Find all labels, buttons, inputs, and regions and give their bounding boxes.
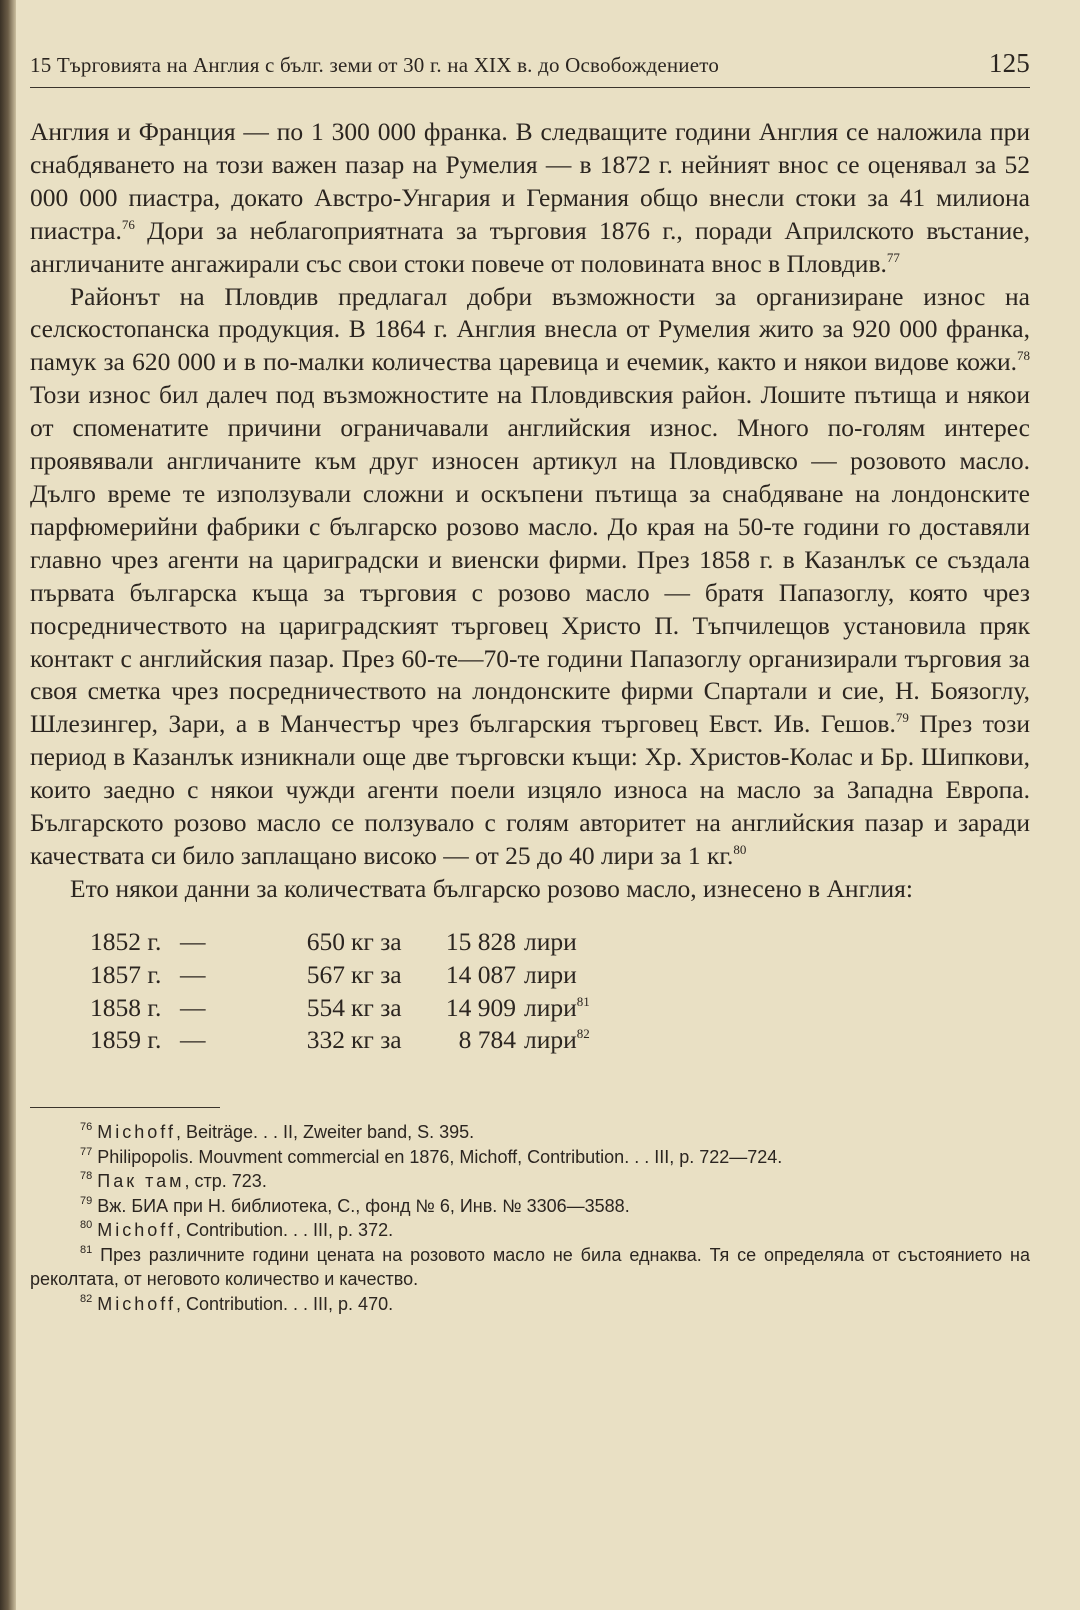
- footnote-number: 82: [80, 1292, 93, 1305]
- text-run: През този период в Казанлък изникнали още две търговски къщи: Хр. Христов-Колас и Бр. Шипкови, които заедно с някои чужди агенти поели изцяло износа на масло за Западна Европа. Българското розово масло се ползувало с голям авторитет на английския пазар и заради качествата си било заплащано високо — от 25 до 40 лири за 1 кг.: [30, 709, 1030, 870]
- currency-cell: лири: [524, 959, 577, 989]
- dash-cell: —: [180, 1025, 206, 1055]
- dash-cell: —: [180, 959, 206, 989]
- table-row: [90, 1024, 1030, 1057]
- year-cell: 1859 г.: [90, 1025, 162, 1055]
- book-spine-edge: [0, 0, 16, 1610]
- running-header: [30, 48, 1030, 88]
- book-page: [30, 48, 1030, 1316]
- amount-cell: 14 909: [445, 992, 516, 1022]
- year-cell: 1857 г.: [90, 959, 162, 989]
- text-run: Районът на Пловдив предлагал добри възможности за организиране износ на селскостопанска продукция. В 1864 г. Англия внесла от Румелия жито за 920 000 франка, памук за 620 000 и в по-малки количества царевица и ечемик, както и някои видове кожи.: [30, 281, 1030, 377]
- footnote-text: , Beiträge. . . II, Zweiter band, S. 395.: [175, 1122, 475, 1143]
- footnote-text: , Contribution. . . III, p. 470.: [175, 1293, 394, 1314]
- footnote-number: 77: [80, 1145, 93, 1158]
- currency-cell: лири: [524, 926, 577, 956]
- rose-oil-exports-table: [90, 926, 1030, 1058]
- footnote-ref: 78: [1017, 348, 1030, 364]
- unit-cell: кг за: [351, 926, 402, 956]
- chapter-title: 15 Търговията на Англия с бълг. земи от 30 г. на XIX в. до Освобождението: [30, 53, 720, 77]
- paragraph: [30, 281, 1030, 873]
- kg-cell: 650: [306, 926, 345, 956]
- footnote: [30, 1218, 1030, 1243]
- text-run: Дори за неблагоприятната за търговия 1876 г., поради Априлското въстание, англичаните ангажирали със свои стоки повече от половината внос в Пловдив.: [30, 215, 1030, 278]
- footnote: [30, 1243, 1030, 1292]
- footnote: [30, 1120, 1030, 1145]
- footnote-ref: 76: [121, 216, 135, 232]
- paragraph: [30, 873, 1030, 906]
- dash-cell: —: [180, 926, 206, 956]
- table-row: [90, 959, 1030, 992]
- footnote-number: 79: [80, 1194, 93, 1207]
- footnote-author: Michoff: [97, 1220, 176, 1241]
- text-run: Ето някои данни за количествата българско розово масло, изнесено в Англия:: [70, 873, 913, 903]
- footnotes: [30, 1120, 1030, 1316]
- footnote: [30, 1292, 1030, 1317]
- footnote-number: 80: [80, 1219, 93, 1232]
- table-row: [90, 992, 1030, 1025]
- year-cell: 1852 г.: [90, 926, 162, 956]
- text-run: Англия и Франция — по 1 300 000 франка. В следващите години Англия се наложила при снабдяването на този важен пазар на Румелия — в 1872 г. нейният внос се оценявал за 52 000 000 пиастра, докато Австро-Унгария и Германия общо внесли стоки за 41 милиона пиастра.: [30, 117, 1030, 245]
- text-run: Този износ бил далеч под възможностите на Пловдивския район. Лошите пътища и някои от споменатите причини ограничавали английския износ. Много по-голям интерес проявявали англичаните към друг износен артикул на Пловдивско — розовото масло. Дълго време те използували сложни и оскъпени пътища за снабдяване на лондонските парфюмерийни фабрики с българско розово масло. До края на 50-те години го доставяли главно чрез агенти на цариградски и виенски фирми. През 1858 г. в Казанлък се създала първата българска къща за търговия с розово масло — братя Папазоглу, която чрез посредничеството на цариградският търговец Христо П. Тъпчилещов установила пряк контакт с английския пазар. През 60-те—70-те години Папазоглу организирали търговия за своя сметка чрез посредничеството на лондонските фирми Спартали и сие, Н. Боязоглу, Шлезингер, Зари, а в Манчестър чрез българския търговец Евст. Ив. Гешов.: [30, 380, 1030, 739]
- unit-cell: кг за: [351, 992, 402, 1022]
- year-cell: 1858 г.: [90, 992, 162, 1022]
- unit-cell: кг за: [351, 959, 402, 989]
- footnote-author: Michoff: [97, 1293, 176, 1314]
- kg-cell: 332: [306, 1025, 345, 1055]
- footnote-number: 78: [80, 1170, 93, 1183]
- kg-cell: 567: [306, 959, 345, 989]
- page-number: 125: [988, 48, 1030, 78]
- dash-cell: —: [180, 992, 206, 1022]
- footnote-number: 76: [80, 1121, 93, 1134]
- footnote-divider: [30, 1107, 220, 1108]
- footnote-text: Вж. БИА при Н. библиотека, С., фонд № 6, Инв. № 3306—3588.: [97, 1195, 630, 1216]
- body-text: [30, 116, 1030, 906]
- footnote-ref: 80: [733, 841, 747, 857]
- amount-cell: 15 828: [445, 926, 516, 956]
- footnote-text: През различните години цената на розовото масло не била еднаква. Тя се определяла от състоянието на реколтата, от неговото количество и качество.: [30, 1244, 1030, 1290]
- table-row: [90, 926, 1030, 959]
- footnote-author: Пак там: [97, 1171, 185, 1192]
- footnote-ref: 79: [895, 710, 909, 726]
- footnote: [30, 1145, 1030, 1170]
- currency-cell: лири$^{82}$: [524, 1025, 590, 1055]
- currency-cell: лири$^{81}$: [524, 992, 590, 1022]
- footnote-ref: 77: [886, 249, 900, 265]
- paragraph: [30, 116, 1030, 281]
- footnote-ref: 81: [576, 993, 590, 1009]
- footnote: [30, 1169, 1030, 1194]
- footnote-ref: 82: [576, 1026, 590, 1042]
- amount-cell: 14 087: [445, 959, 516, 989]
- footnote-text: Philipopolis. Mouvment commercial en 1876, Michoff, Contribution. . . III, p. 722—724.: [97, 1146, 783, 1167]
- footnote-text: , стр. 723.: [184, 1171, 267, 1192]
- footnote-number: 81: [80, 1243, 93, 1256]
- footnote-author: Michoff: [97, 1122, 176, 1143]
- kg-cell: 554: [306, 992, 345, 1022]
- footnote-text: , Contribution. . . III, p. 372.: [175, 1220, 394, 1241]
- footnote: [30, 1194, 1030, 1219]
- unit-cell: кг за: [351, 1025, 402, 1055]
- amount-cell: 8 784: [458, 1025, 516, 1055]
